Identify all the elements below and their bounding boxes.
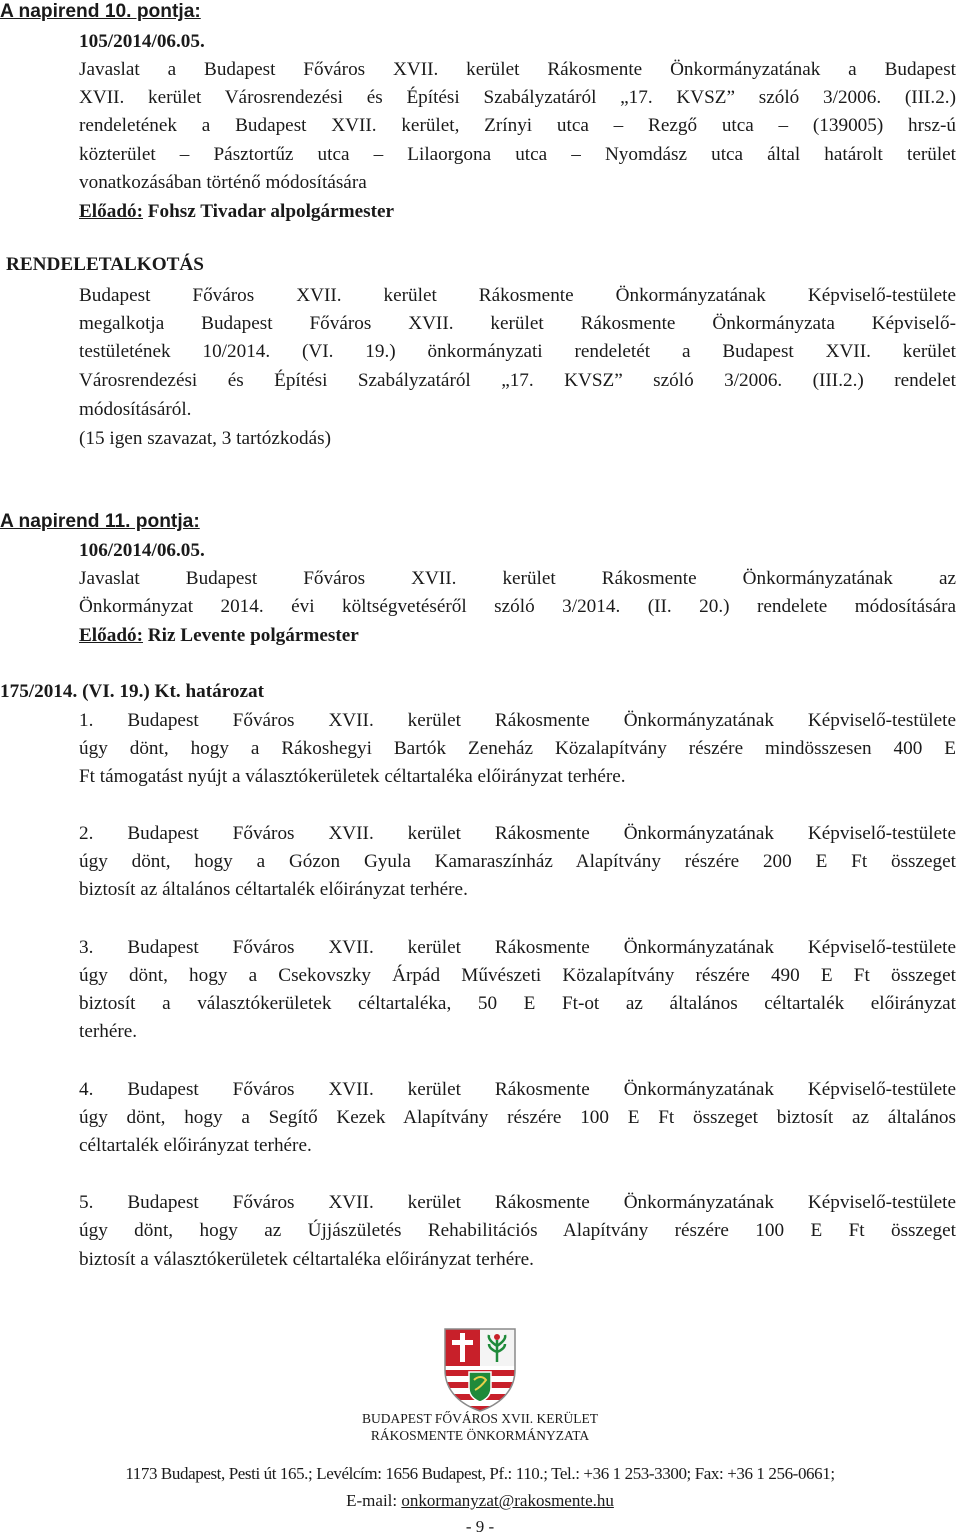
resolution-point-line: 4. Budapest Főváros XVII. kerület Rákosmente Önkormányzatának Képviselő-testülete (79, 1079, 956, 1100)
district-coat-of-arms-icon (442, 1326, 518, 1413)
resolution-point-line: terhére. (79, 1021, 138, 1042)
item10-decision-heading: RENDELETALKOTÁS (6, 254, 204, 275)
page-number: - 9 - (465, 1517, 495, 1536)
item10-proposal-line: vonatkozásában történő módosítására (79, 172, 367, 193)
item10-ref: 105/2014/06.05. (79, 31, 205, 52)
footer-email-label: E-mail: (346, 1491, 402, 1510)
resolution-point-line: Ft támogatást nyújt a választókerületek céltartaléka előirányzat terhére. (79, 766, 626, 787)
item10-proposal-line: Javaslat a Budapest Főváros XVII. kerület Rákosmente Önkormányzatának a Budapest (79, 59, 956, 80)
item11-proposal-line: Javaslat Budapest Főváros XVII. kerület Rákosmente Önkormányzatának az (79, 568, 956, 589)
resolution-point-line: 3. Budapest Főváros XVII. kerület Rákosmente Önkormányzatának Képviselő-testülete (79, 937, 956, 958)
resolution-point-line: 1. Budapest Főváros XVII. kerület Rákosmente Önkormányzatának Képviselő-testülete (79, 710, 956, 731)
resolution-point-line: céltartalék előirányzat terhére. (79, 1135, 312, 1156)
resolution-point-line: biztosít a választókerületek céltartaléka, 50 E Ft-ot az általános céltartalék előirányzat (79, 993, 956, 1014)
footer-address: 1173 Budapest, Pesti út 165.; Levélcím: 1656 Budapest, Pf.: 110.; Tel.: +36 1 253-3300; Fax: +36 1 256-0661; (125, 1464, 835, 1483)
resolution-point-line: 2. Budapest Főváros XVII. kerület Rákosmente Önkormányzatának Képviselő-testülete (79, 823, 956, 844)
footer-email-link[interactable]: onkormanyzat@rakosmente.hu (401, 1491, 614, 1510)
resolution-title: 175/2014. (VI. 19.) Kt. határozat (0, 681, 264, 702)
presenter-label: Előadó: (79, 201, 143, 222)
resolution-point-line: 5. Budapest Főváros XVII. kerület Rákosmente Önkormányzatának Képviselő-testülete (79, 1192, 956, 1213)
item10-presenter (79, 202, 394, 221)
item11-proposal-line: Önkormányzat 2014. évi költségvetéséről szóló 3/2014. (II. 20.) rendelete módosítására (79, 596, 956, 617)
resolution-point-line: úgy dönt, hogy a Csekovszky Árpád Művészeti Közalapítvány részére 490 E Ft összeget (79, 965, 956, 986)
footer-org-line1: BUDAPEST FŐVÁROS XVII. KERÜLET (361, 1411, 598, 1426)
resolution-point-line: biztosít a választókerületek céltartaléka előirányzat terhére. (79, 1249, 534, 1270)
footer-email-line (0, 1491, 960, 1511)
item10-vote: (15 igen szavazat, 3 tartózkodás) (79, 428, 331, 449)
item10-decision-line: testületének 10/2014. (VI. 19.) önkormányzati rendeletét a Budapest XVII. kerület (79, 341, 956, 362)
item10-decision-line: Városrendezési és Építési Szabályzatáról „17. KVSZ” szóló 3/2006. (III.2.) rendelet (79, 370, 956, 391)
presenter-name: Riz Levente polgármester (142, 625, 359, 646)
item11-ref: 106/2014/06.05. (79, 540, 205, 561)
item10-proposal-line: rendeletének a Budapest XVII. kerület, Zrínyi utca – Rezgő utca – (139005) hrsz-ú (79, 115, 956, 136)
footer-org-line2: RÁKOSMENTE ÖNKORMÁNYZATA (370, 1428, 590, 1443)
resolution-point-line: úgy dönt, hogy az Újjászületés Rehabilitációs Alapítvány részére 100 E Ft összeget (79, 1220, 956, 1241)
item10-decision-line: Budapest Főváros XVII. kerület Rákosmente Önkormányzatának Képviselő-testülete (79, 285, 956, 306)
item10-heading: A napirend 10. pontja: (0, 1, 201, 22)
item10-decision-line: módosításáról. (79, 399, 192, 420)
item10-proposal-line: közterület – Pásztortűz utca – Lilaorgona utca – Nyomdász utca által határolt terület (79, 144, 956, 165)
resolution-point-line: biztosít az általános céltartalék előirányzat terhére. (79, 879, 468, 900)
presenter-name: Fohsz Tivadar alpolgármester (142, 201, 395, 222)
item10-proposal-line: XVII. kerület Városrendezési és Építési Szabályzatáról „17. KVSZ” szóló 3/2006. (III.2.) (79, 87, 956, 108)
resolution-point-line: úgy dönt, hogy a Segítő Kezek Alapítvány részére 100 E Ft összeget biztosít az általános (79, 1107, 956, 1128)
item11-presenter (79, 626, 359, 645)
resolution-point-line: úgy dönt, hogy a Rákoshegyi Bartók Zeneház Közalapítvány részére mindösszesen 400 E (79, 738, 956, 759)
resolution-point-line: úgy dönt, hogy a Gózon Gyula Kamaraszínház Alapítvány részére 200 E Ft összeget (79, 851, 956, 872)
presenter-label: Előadó: (79, 625, 143, 646)
item11-heading: A napirend 11. pontja: (0, 511, 200, 532)
item10-decision-line: megalkotja Budapest Főváros XVII. kerület Rákosmente Önkormányzata Képviselő- (79, 313, 956, 334)
